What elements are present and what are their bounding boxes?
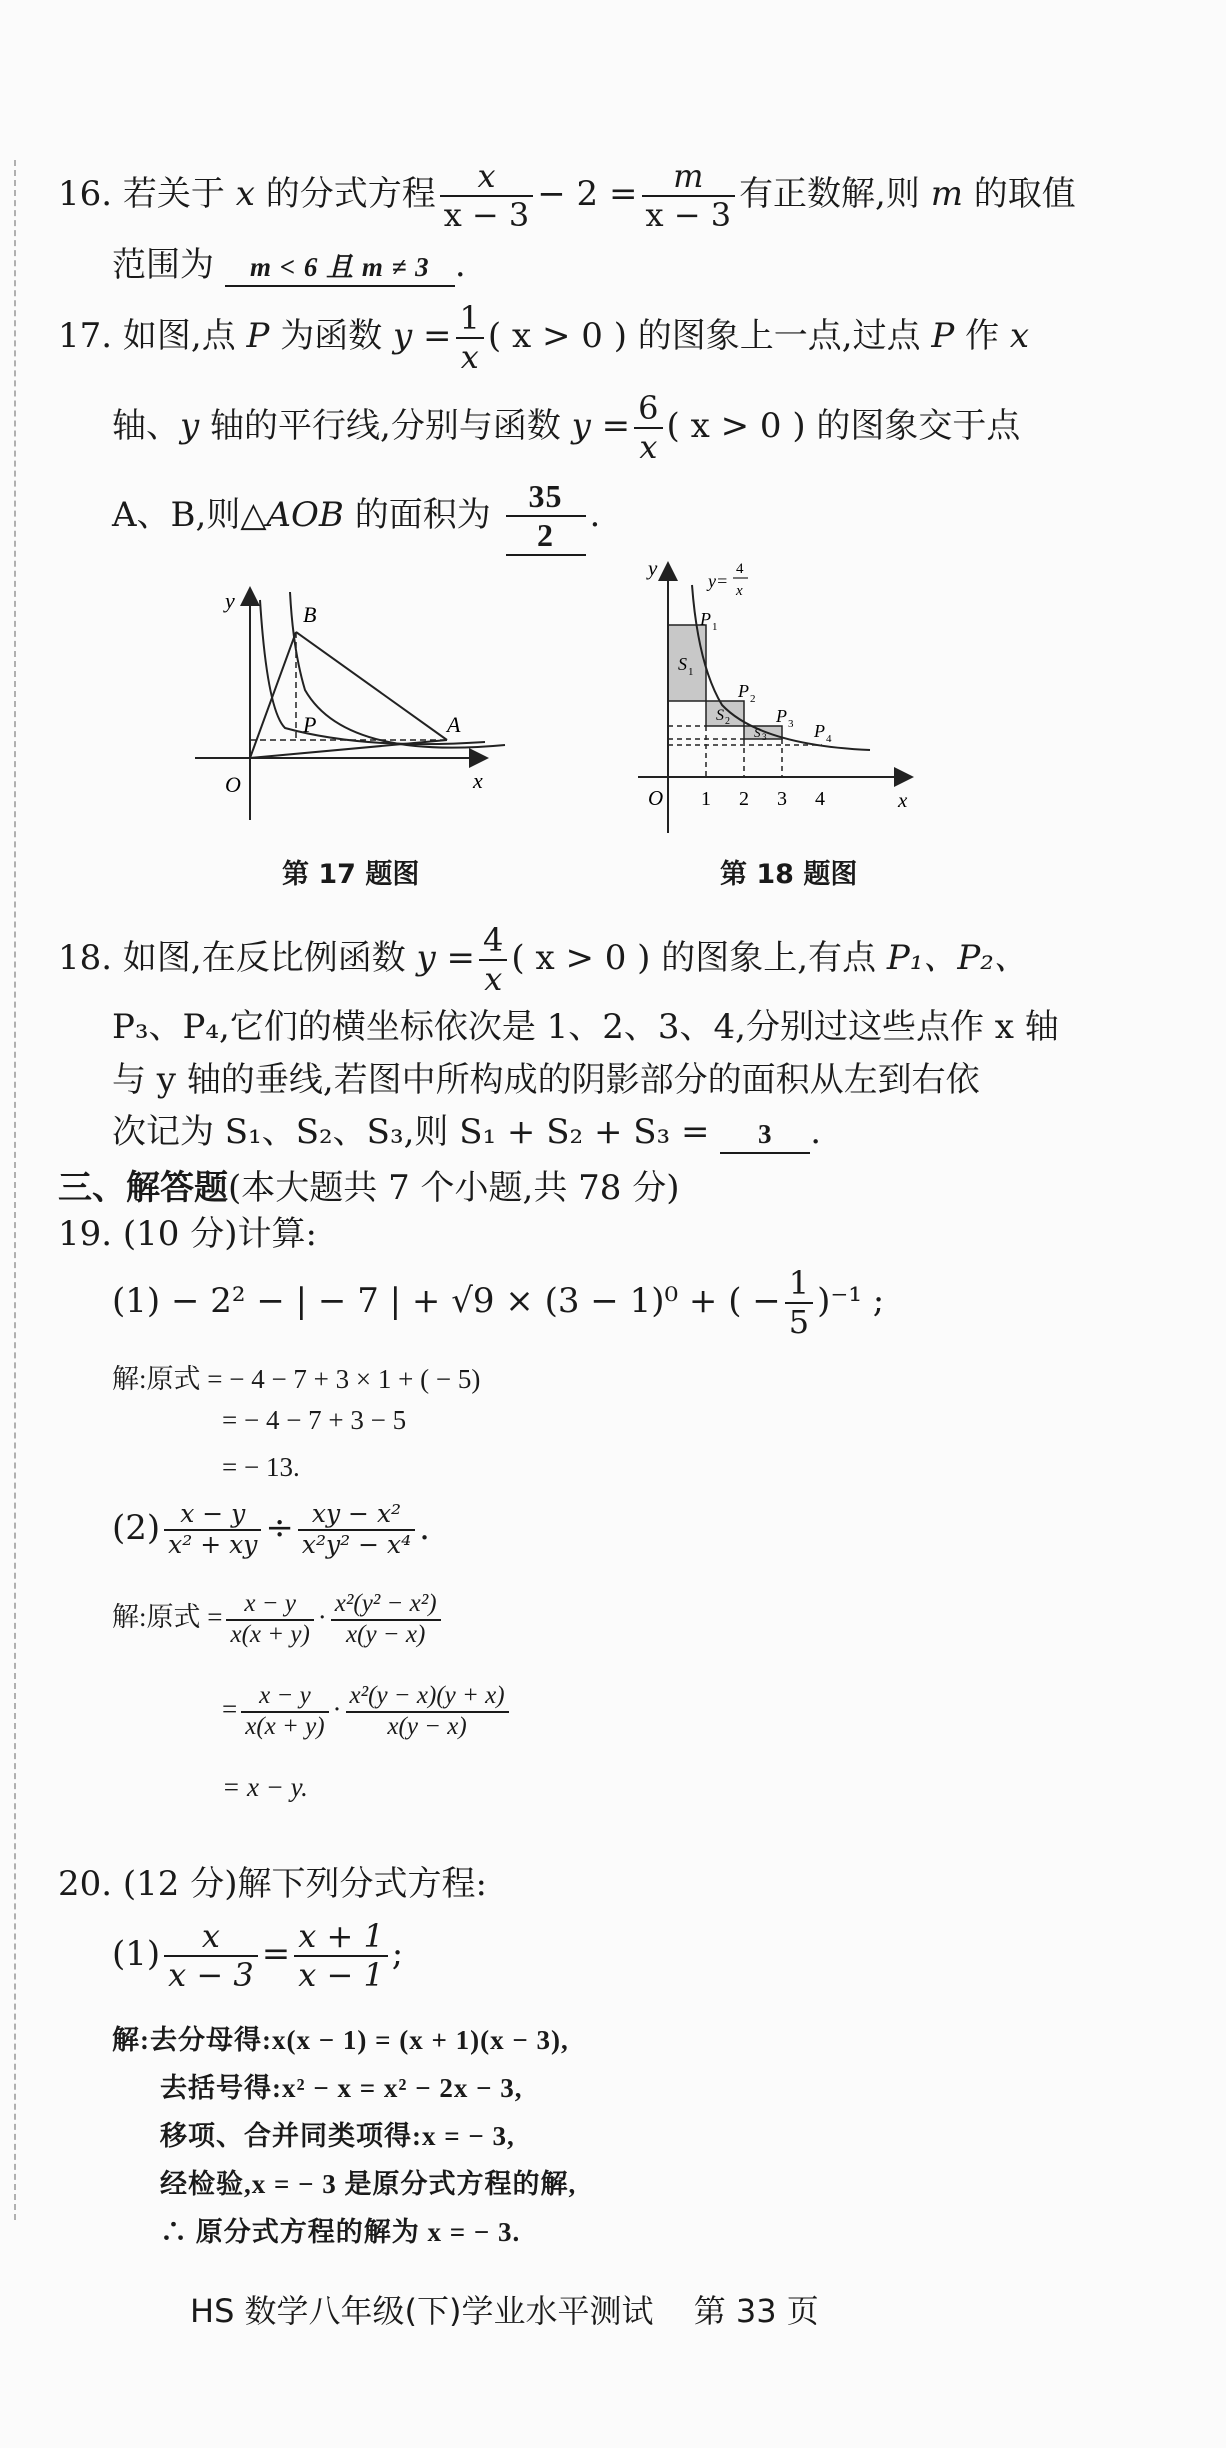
- question-16-line-2: 范围为 m < 6 且 m ≠ 3 .: [112, 243, 466, 287]
- solution-19-1-line-1: 解:原式 = − 4 − 7 + 3 × 1 + ( − 5): [112, 1364, 481, 1394]
- fraction: $\frac{4}{x}$: [479, 922, 507, 998]
- answer-blank: m < 6 且 m ≠ 3: [225, 250, 455, 287]
- fig17-label-y: y: [225, 588, 235, 613]
- solution-20-line-2: 去括号得:x² − x = x² − 2x − 3,: [160, 2073, 523, 2103]
- fraction: $\frac{x - y}{x(x + y)}$: [241, 1682, 328, 1742]
- question-17-line-3: A、B,则△AOB 的面积为 $\frac{35}{2}$ .: [112, 478, 600, 556]
- point-P2: P: [738, 681, 749, 701]
- point-P2-sub: 2: [750, 693, 756, 705]
- solution-19-2-line-2: = $\frac{x - y}{x(x + y)}$ · $\frac{\text{x²(y − x)(y + x)}}{x(y - x)}$: [222, 1682, 513, 1742]
- question-19-header: 19. (10 分)计算:: [58, 1214, 317, 1254]
- question-18-line-2: P₃、P₄,它们的横坐标依次是 1、2、3、4,分别过这些点作 x 轴: [112, 1007, 1059, 1047]
- question-20-header: 20. (12 分)解下列分式方程:: [58, 1864, 487, 1904]
- solution-20-line-5: ∴ 原分式方程的解为 x = − 3.: [160, 2217, 521, 2247]
- solution-19-2-line-1: 解:原式 = $\frac{x - y}{x(x + y)}$ · $\frac{\text{x²(y² − x²)}}{x(y - x)}$: [112, 1590, 445, 1650]
- fig17-label-O: O: [225, 772, 241, 797]
- footer-title: HS 数学八年级(下)学业水平测试: [190, 2292, 654, 2330]
- answer-blank: 3: [720, 1117, 810, 1154]
- fraction: $\frac{x + 1}{x - 1}$: [294, 1918, 388, 1994]
- figure-17-caption: 第 17 题图: [282, 859, 420, 890]
- fig17-label-B: B: [303, 602, 317, 627]
- solution-19-1-line-3: = − 13.: [222, 1452, 300, 1482]
- question-19-part-2: (2) $\frac{x - y}{\text{x² + xy}}$ ÷ $\frac{\text{xy − x²}}{\text{x²y² − x⁴}}$ .: [112, 1499, 430, 1559]
- segment-OA: [250, 740, 447, 758]
- area-S1-sub: 1: [688, 666, 694, 678]
- section-3-heading: 三、解答题(本大题共 7 个小题,共 78 分): [58, 1168, 680, 1208]
- question-number: 18.: [58, 937, 113, 978]
- fig18-func-label: y=: [708, 571, 729, 591]
- solution-20-line-4: 经检验,x = − 3 是原分式方程的解,: [160, 2169, 577, 2199]
- tick-2: 2: [739, 788, 749, 810]
- fraction: $\frac{x - y}{x(x + y)}$: [226, 1590, 313, 1650]
- question-19-part-1: (1) − 2² − | − 7 | + √9 × (3 − 1)⁰ + ( − $\frac{1}{5}$ )⁻¹ ;: [112, 1264, 885, 1341]
- fraction: $\frac{x}{x - 3}$: [164, 1918, 258, 1994]
- answer-blank: $\frac{35}{2}$: [506, 478, 586, 556]
- fig18-label-x: x: [898, 788, 908, 812]
- question-17-line-1: 17. 如图,点 P 为函数 y = $\frac{1}{x}$ ( x > 0 ) 的图象上一点,过点 P 作 x: [58, 299, 1030, 376]
- point-P3-sub: 3: [788, 718, 794, 730]
- fraction: $\frac{6}{x}$: [634, 390, 662, 466]
- tick-4: 4: [815, 788, 825, 810]
- fraction: $\frac{x - y}{\text{x² + xy}}$: [164, 1500, 261, 1560]
- point-P1: P: [700, 609, 711, 629]
- fraction: $\frac{\text{x²(y − x)(y + x)}}{x(y - x)}$: [346, 1682, 509, 1742]
- tick-1: 1: [701, 788, 711, 810]
- question-20-part-1: (1) $\frac{x}{x - 3}$ = $\frac{x + 1}{x - 1}$ ;: [112, 1917, 404, 1994]
- solution-19-1-line-2: = − 4 − 7 + 3 − 5: [222, 1405, 407, 1435]
- area-S3-sub: 3: [762, 732, 767, 742]
- figure-18: [630, 545, 920, 840]
- fig18-func-den: x: [736, 583, 743, 599]
- point-P4-sub: 4: [826, 733, 832, 745]
- fig17-label-A: A: [447, 712, 461, 737]
- fig18-label-O: O: [648, 786, 664, 810]
- curve-6-over-x: [290, 592, 505, 748]
- question-number: 16.: [58, 173, 113, 214]
- question-18-line-3: 与 y 轴的垂线,若图中所构成的阴影部分的面积从左到右依: [112, 1060, 980, 1100]
- area-S2: S: [716, 707, 724, 724]
- solution-20-line-1: 解:去分母得:x(x − 1) = (x + 1)(x − 3),: [112, 2025, 569, 2055]
- page-number: 第 33 页: [693, 2292, 819, 2330]
- fraction: $\frac{m}{x - 3}$: [642, 158, 736, 234]
- fig18-label-y: y: [648, 556, 658, 580]
- area-S3: S: [754, 725, 761, 740]
- figure-17: [185, 570, 515, 840]
- figure-18-caption: 第 18 题图: [720, 859, 858, 890]
- point-P1-sub: 1: [712, 621, 718, 633]
- point-P3: P: [776, 706, 787, 726]
- fraction: $\frac{1}{x}$: [456, 300, 484, 376]
- solution-20-line-3: 移项、合并同类项得:x = − 3,: [160, 2121, 515, 2151]
- tick-3: 3: [777, 788, 787, 810]
- fig17-label-x: x: [473, 768, 483, 793]
- segment-OB: [250, 632, 296, 758]
- fraction: $\frac{1}{5}$: [785, 1265, 813, 1341]
- solution-19-2-line-3: = x − y.: [222, 1772, 308, 1802]
- question-18-line-1: 18. 如图,在反比例函数 y = $\frac{4}{x}$ ( x > 0 ) 的图象上,有点 P₁、P₂、: [58, 921, 1028, 998]
- page-footer: [190, 2286, 819, 2332]
- fraction: $\frac{x}{x - 3}$: [440, 158, 534, 234]
- area-S1: S: [678, 654, 687, 674]
- shaded-S1: [668, 625, 706, 701]
- fraction: $\frac{\text{xy − x²}}{\text{x²y² − x⁴}}$: [298, 1500, 415, 1560]
- segment-AB: [296, 632, 447, 740]
- fig18-func-num: 4: [736, 561, 744, 577]
- question-18-line-4: 次记为 S₁、S₂、S₃,则 S₁ + S₂ + S₃ = 3 .: [112, 1110, 821, 1154]
- binding-margin-line: [14, 160, 16, 2220]
- question-16-line-1: 16. 若关于 x 的分式方程 $\frac{x}{x - 3}$ − 2 = $\frac{m}{x - 3}$ 有正数解,则 m 的取值: [58, 157, 1076, 234]
- fig17-label-P: P: [303, 712, 317, 737]
- question-17-line-2: 轴、y 轴的平行线,分别与函数 y = $\frac{6}{x}$ ( x > 0 ) 的图象交于点: [112, 389, 1021, 466]
- fraction: $\frac{\text{x²(y² − x²)}}{x(y - x)}$: [331, 1590, 441, 1650]
- point-P4: P: [814, 721, 825, 741]
- area-S2-sub: 2: [725, 716, 730, 727]
- question-number: 17.: [58, 315, 113, 356]
